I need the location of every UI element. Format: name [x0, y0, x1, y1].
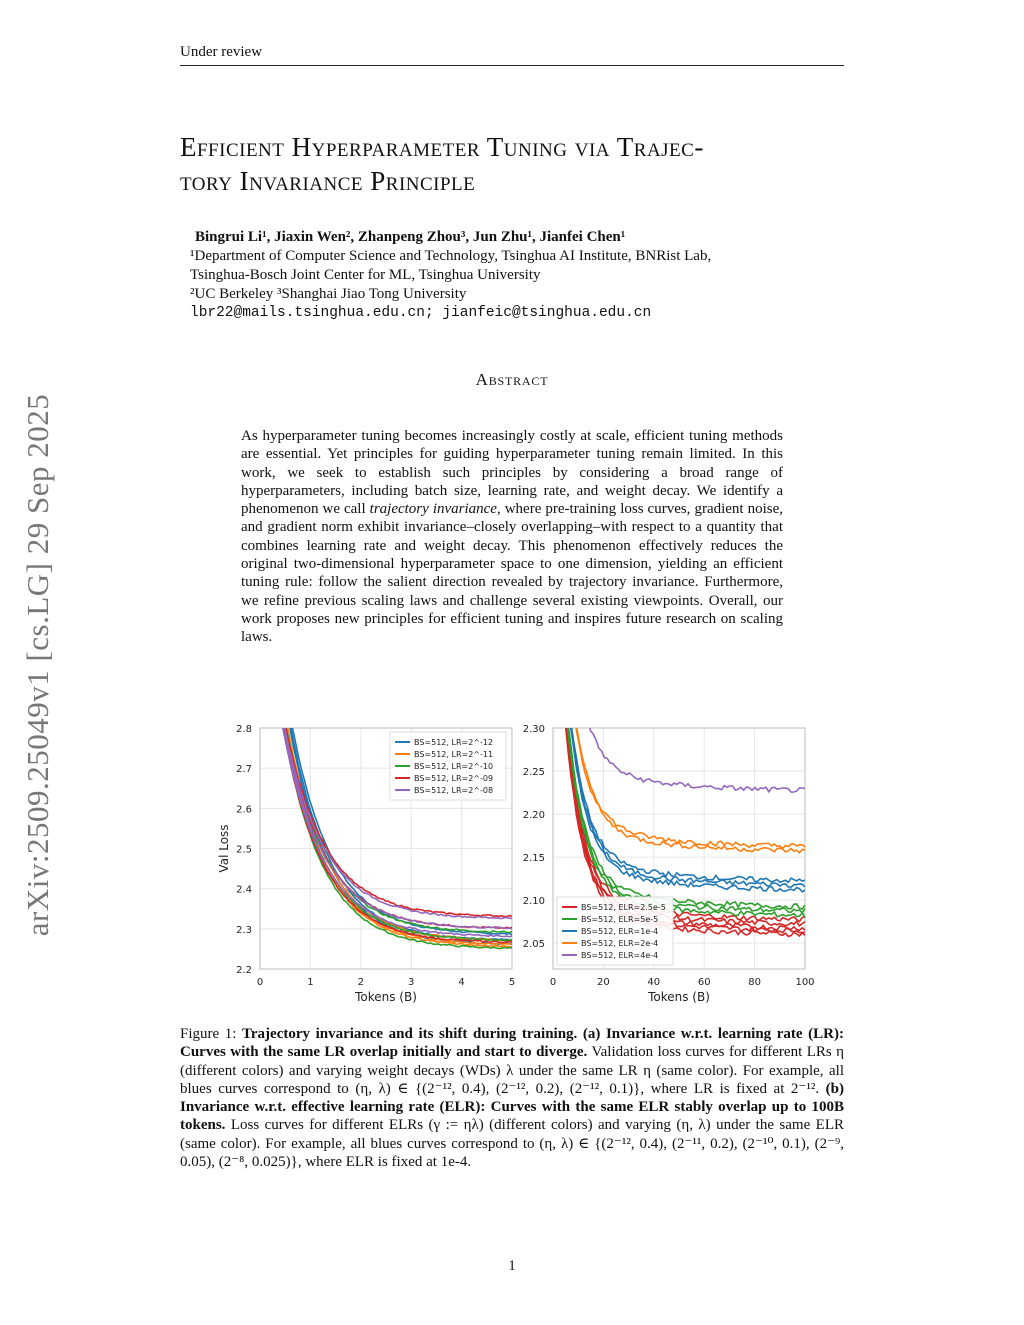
legend-label: BS=512, LR=2^-10 [414, 762, 494, 771]
running-header: Under review [180, 44, 844, 66]
abstract-heading: Abstract [475, 370, 549, 389]
legend-label: BS=512, LR=2^-11 [414, 750, 494, 759]
legend [390, 732, 506, 800]
legend-label: BS=512, ELR=1e-4 [581, 927, 659, 936]
y-tick-label: 2.10 [522, 896, 545, 908]
legend-label: BS=512, ELR=4e-4 [581, 951, 659, 960]
x-tick-label: 40 [647, 977, 661, 988]
x-tick-label: 0 [549, 977, 557, 988]
x-axis-label: Tokens (B) [648, 990, 710, 1004]
x-tick-label: 5 [508, 977, 516, 988]
affiliation-3: ²UC Berkeley ³Shanghai Jiao Tong University [190, 286, 467, 302]
x-tick-label: 0 [256, 977, 264, 988]
x-tick-label: 60 [697, 977, 711, 988]
legend-label: BS=512, ELR=2e-4 [581, 939, 659, 948]
figure-caption: Figure 1: Trajectory invariance and its shift during training. (a) Invariance w.r.t. learning rate (LR): Curves with the same LR overlap initially and start to diverge. Validation loss curves for different LRs η (different colors) and varying weight decays (WDs) λ under the same LR η (same color). For example, all blues curves correspond to (η, λ) ∈ {(2⁻¹², 0.4), (2⁻¹², 0.2), (2⁻¹², 0.1)}, where LR is fixed at 2⁻¹². (b) Invariance w.r.t. effective learning rate (ELR): Curves with the same ELR stably overlap up to 100B tokens. Loss curves for different ELRs (γ := ηλ) (different colors) and varying (η, λ) under the same ELR (same color). For example, all blues curves correspond to (η, λ) ∈ {(2⁻¹², 0.4), (2⁻¹¹, 0.2), (2⁻¹⁰, 0.1), (2⁻⁹, 0.05), (2⁻⁸, 0.025)}, where ELR is fixed at 1e-4. [180, 1026, 844, 1171]
legend-label: BS=512, LR=2^-12 [414, 738, 494, 747]
y-tick-label: 2.2 [236, 965, 252, 976]
series-line-2 [554, 504, 805, 892]
y-tick-label: 2.6 [236, 804, 252, 816]
chart-b [523, 405, 815, 1004]
x-tick-label: 3 [408, 977, 415, 988]
series-line-3 [554, 468, 805, 853]
page-number: 1 [508, 1258, 516, 1274]
y-tick-label: 2.30 [522, 724, 545, 735]
author-names: Bingrui Li¹, Jiaxin Wen², Zhanpeng Zhou³, Jun Zhu¹, Jianfei Chen¹ [195, 229, 626, 245]
x-tick-label: 4 [458, 977, 465, 988]
arxiv-stamp: arXiv:2509.25049v1 [cs.LG] 29 Sep 2025 [20, 393, 55, 937]
y-tick-label: 2.8 [236, 724, 252, 735]
legend-label: BS=512, ELR=2.5e-5 [581, 903, 666, 912]
abstract-body: As hyperparameter tuning becomes increasingly costly at scale, efficient tuning methods are essential. Yet principles for guiding hyperparameter tuning remain limited. In this work, we seek to establish such principles by considering a broad range of hyperparameters, including batch size, learning rate, and weight decay. We identify a phenomenon we call trajectory invariance, where pre-training loss curves, gradient noise, and gradient norm exhibit invariance–closely overlapping–with respect to a quantity that combines learning rate and weight decay. This phenomenon effectively reduces the original two-dimensional hyperparameter space to one dimension, yielding an efficient tuning rule: follow the salient direction revealed by trajectory invariance. Furthermore, we refine previous scaling laws and challenge several existing viewpoints. Overall, our work proposes new principles for efficient tuning and inspires future research on scaling laws. [241, 428, 784, 646]
chart-a [217, 667, 515, 1004]
x-tick-label: 2 [357, 977, 364, 988]
legend-label: BS=512, LR=2^-08 [414, 786, 494, 795]
legend [557, 897, 673, 965]
y-tick-label: 2.15 [522, 853, 545, 865]
series-line-0 [554, 537, 805, 922]
y-tick-label: 2.05 [522, 939, 545, 951]
series-line-2 [554, 503, 805, 887]
affiliation-1: ¹Department of Computer Science and Technology, Tsinghua AI Institute, BNRist Lab, [190, 248, 712, 264]
y-tick-label: 2.4 [236, 884, 252, 896]
x-tick-label: 100 [795, 977, 815, 988]
y-tick-label: 2.20 [522, 810, 545, 822]
y-axis-label: Val Loss [217, 824, 231, 873]
y-tick-label: 2.7 [236, 764, 252, 776]
x-tick-label: 20 [597, 977, 610, 988]
legend-label: BS=512, ELR=5e-5 [581, 915, 659, 924]
affiliation-2: Tsinghua-Bosch Joint Center for ML, Tsinghua University [190, 267, 541, 283]
y-tick-label: 2.5 [236, 844, 252, 856]
series-line-4 [554, 405, 805, 792]
legend-label: BS=512, LR=2^-09 [414, 774, 494, 783]
title-line-2: tory Invariance Principle [180, 166, 476, 196]
title-line-1: Efficient Hyperparameter Tuning via Trajec- [180, 132, 704, 162]
y-tick-label: 2.25 [522, 767, 545, 779]
x-tick-label: 1 [307, 977, 314, 988]
x-tick-label: 80 [748, 977, 761, 988]
y-tick-label: 2.3 [236, 924, 252, 936]
series-line-1 [554, 530, 805, 917]
author-emails: lbr22@mails.tsinghua.edu.cn; jianfeic@tsinghua.edu.cn [190, 305, 652, 321]
x-axis-label: Tokens (B) [355, 990, 417, 1004]
